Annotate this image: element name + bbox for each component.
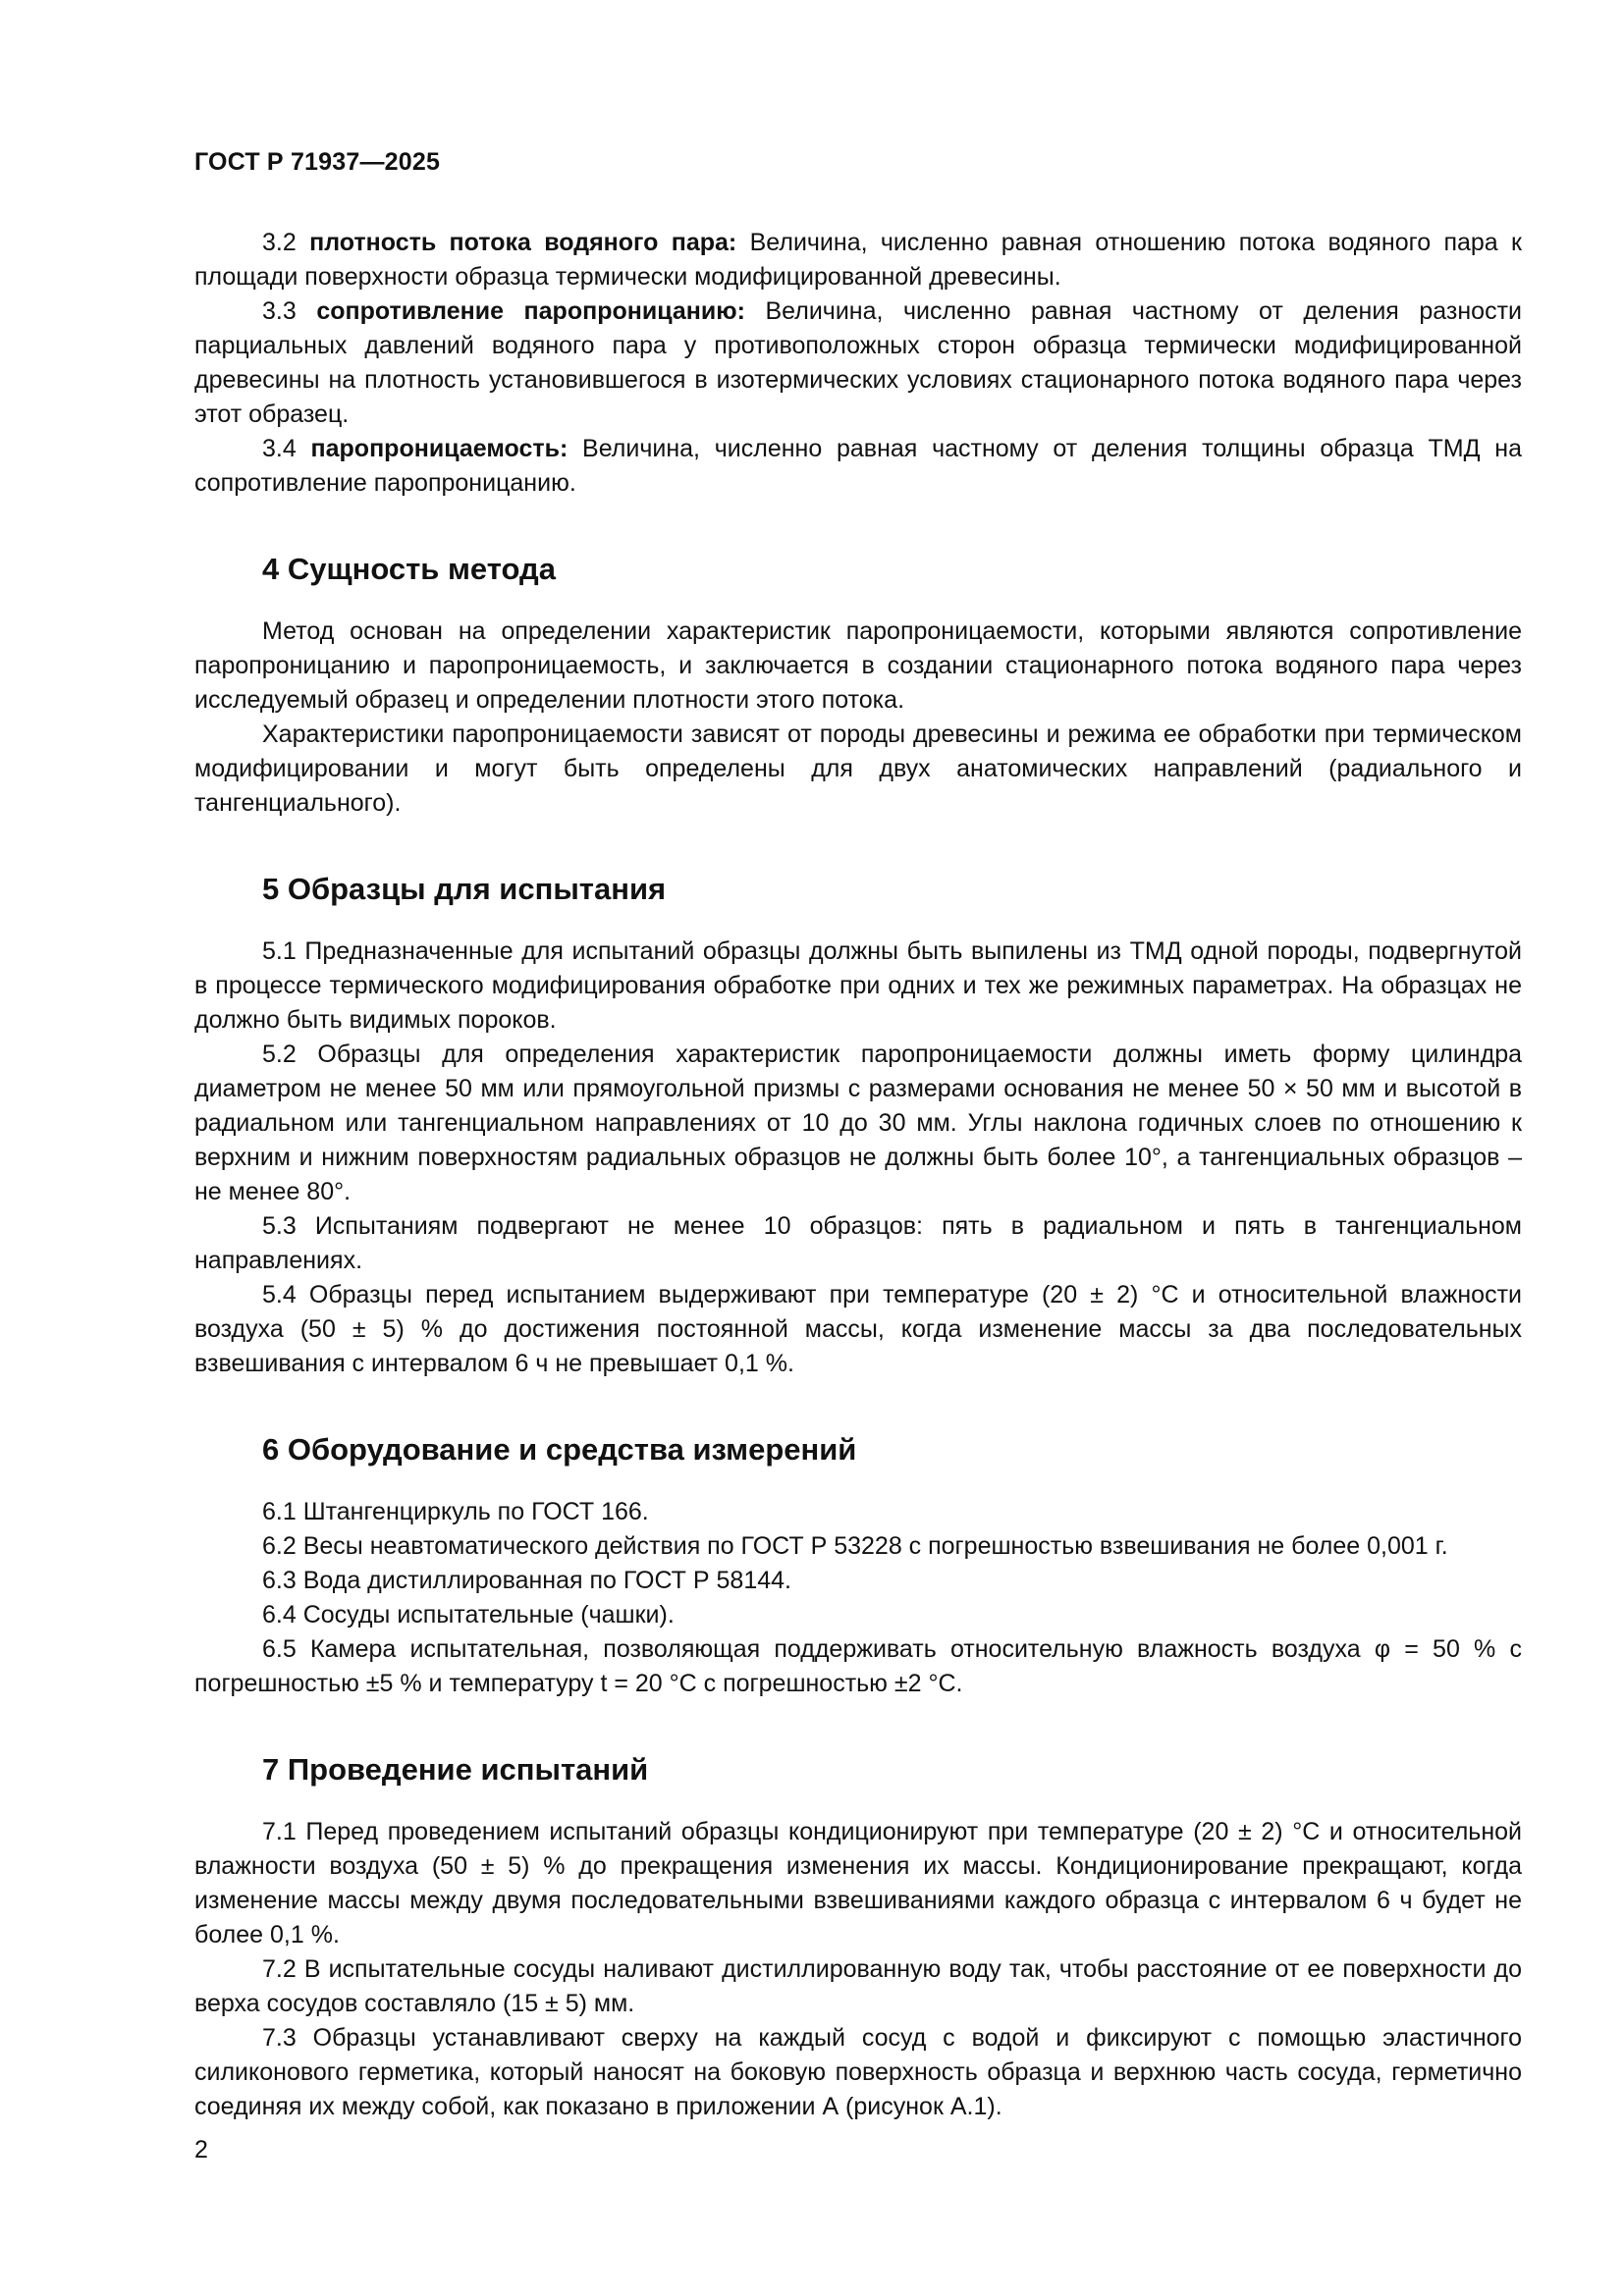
section-6-paragraph: 6.3 Вода дистиллированная по ГОСТ Р 58144. <box>262 1567 791 1594</box>
definition-number: 3.4 <box>262 435 297 462</box>
definition-term: паропроницаемость: <box>310 435 568 462</box>
section-7-paragraph: 7.2 В испытательные сосуды наливают дистиллированную воду так, чтобы расстояние от ее поверхности до верха сосудов составляло (15 ± 5) мм. <box>194 1955 1522 2017</box>
definition-3-2 <box>194 226 1522 294</box>
section-7-paragraph: 7.1 Перед проведением испытаний образцы кондиционируют при температуре (20 ± 2) °С и относительной влажности воздуха (50 ± 5) % до прекращения изменения их массы. Кондиционирование прекращают, когда изменение массы между двумя последовательными взвешиваниями каждого образца с интервалом 6 ч будет не более 0,1 %. <box>194 1818 1522 1949</box>
definition-number: 3.3 <box>262 297 297 325</box>
standard-code-header: ГОСТ Р 71937—2025 <box>194 148 441 176</box>
definition-text: Величина, численно равная частному от деления толщины образца ТМД на сопротивление паропроницанию. <box>194 435 1523 497</box>
section-5-paragraph: 5.2 Образцы для определения характеристик паропроницаемости должны иметь форму цилиндра диаметром не менее 50 мм или прямоугольной призмы с размерами основания не менее 50 × 50 мм и высотой в радиальном или тангенциальном направлениях от 10 до 30 мм. Углы наклона годичных слоев по отношению к верхним и нижним поверхностям радиальных образцов не должны быть более 10°, а тангенциальных образцов – не менее 80°. <box>194 1041 1522 1205</box>
section-heading-6: 6 Оборудование и средства измерений <box>262 1432 857 1467</box>
section-6-paragraph: 6.2 Весы неавтоматического действия по ГОСТ Р 53228 с погрешностью взвешивания не более 0,001 г. <box>262 1532 1448 1560</box>
definition-3-4 <box>194 432 1522 501</box>
section-5-paragraph: 5.1 Предназначенные для испытаний образцы должны быть выпилены из ТМД одной породы, подвергнутой в процессе термического модифицирования обработке при одних и тех же режимных параметрах. На образцах не должно быть видимых пороков. <box>194 937 1522 1034</box>
document-page <box>194 0 1522 2296</box>
section-6-paragraph: 6.4 Сосуды испытательные (чашки). <box>262 1601 675 1629</box>
page-number: 2 <box>194 2136 208 2163</box>
definition-term: сопротивление паропроницанию: <box>316 297 745 325</box>
definition-text: Величина, численно равная отношению потока водяного пара к площади поверхности образца термически модифицированной древесины. <box>194 229 1522 291</box>
definition-number: 3.2 <box>262 229 297 256</box>
definition-3-3 <box>194 294 1522 432</box>
section-4-paragraph: Метод основан на определении характеристик паропроницаемости, которыми являются сопротивление паропроницанию и паропроницаемость, и заключается в создании стационарного потока водяного пара через исследуемый образец и определении плотности этого потока. <box>194 617 1522 714</box>
section-7-paragraph: 7.3 Образцы устанавливают сверху на каждый сосуд с водой и фиксируют с помощью эластичного силиконового герметика, который наносят на боковую поверхность образца и верхнюю часть сосуда, герметично соединяя их между собой, как показано в приложении А (рисунок А.1). <box>194 2024 1522 2120</box>
section-heading-4: 4 Сущность метода <box>262 552 556 586</box>
definition-text: Величина, численно равная частному от деления разности парциальных давлений водяного пара у противоположных сторон образца термически модифицированной древесины на плотность установившегося в изотермических условиях стационарного потока водяного пара через этот образец. <box>194 297 1523 428</box>
section-heading-7: 7 Проведение испытаний <box>262 1752 649 1787</box>
definition-term: плотность потока водяного пара: <box>309 229 737 256</box>
section-5-paragraph: 5.3 Испытаниям подвергают не менее 10 образцов: пять в радиальном и пять в тангенциальном направлениях. <box>194 1212 1522 1274</box>
section-6-paragraph: 6.1 Штангенциркуль по ГОСТ 166. <box>262 1498 649 1525</box>
section-5-paragraph: 5.4 Образцы перед испытанием выдерживают при температуре (20 ± 2) °С и относительной влажности воздуха (50 ± 5) % до достижения постоянной массы, когда изменение массы за два последовательных взвешивания с интервалом 6 ч не превышает 0,1 %. <box>194 1281 1522 1377</box>
section-heading-5: 5 Образцы для испытания <box>262 872 667 906</box>
document-body <box>194 226 1522 2124</box>
section-4-paragraph: Характеристики паропроницаемости зависят от породы древесины и режима ее обработки при термическом модифицировании и могут быть определены для двух анатомических направлений (радиального и тангенциального). <box>194 721 1522 817</box>
section-6-paragraph: 6.5 Камера испытательная, позволяющая поддерживать относительную влажность воздуха φ = 50 % с погрешностью ±5 % и температуру t = 20 °С с погрешностью ±2 °С. <box>194 1635 1522 1697</box>
